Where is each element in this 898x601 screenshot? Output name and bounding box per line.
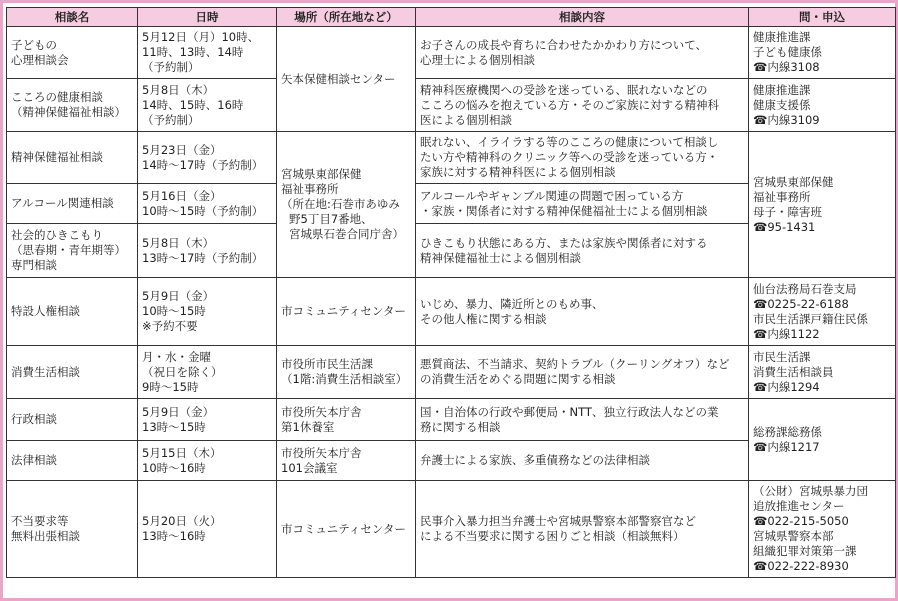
cell-contact: （公財）宮城県暴力団 追放推進センター ☎022-215-5050 宮城県警察本部 組織犯罪対策第一課 ☎022-222-8930 (749, 481, 896, 578)
table-row (7, 481, 896, 578)
cell-name: 社会的ひきこもり （思春期・青年期等） 専門相談 (7, 224, 138, 278)
cell-content: いじめ、暴力、隣近所とのもめ事、 その他人権に関する相談 (416, 278, 749, 346)
cell-place: 市役所矢本庁舎 101会議室 (277, 441, 416, 481)
cell-content: 眠れない、イライラする等のこころの健康について相談し たい方や精神科のクリニック等への受診を迷っている方・ 家族に対する精神科医による個別相談 (416, 132, 749, 184)
cell-content: 悪質商法、不当請求、契約トラブル（クーリングオフ）など の消費生活をめぐる問題に関する相談 (416, 346, 749, 399)
cell-contact: 健康推進課 健康支援係 ☎内線3109 (749, 79, 896, 132)
cell-datetime: 5月8日（木） 13時～17時（予約制） (138, 224, 277, 278)
header-place: 場所（所在地など） (277, 8, 416, 27)
table-row (7, 278, 896, 346)
cell-place: 市役所市民生活課 （1階:消費生活相談室） (277, 346, 416, 399)
cell-datetime: 5月8日（木） 14時、15時、16時 （予約制） (138, 79, 277, 132)
cell-place: 宮城県東部保健 福祉事務所 （所在地:石巻市あゆみ 野5丁目7番地、 宮城県石巻合同庁舎） (277, 132, 416, 278)
table-row (7, 79, 896, 132)
cell-contact: 健康推進課 子ども健康係 ☎内線3108 (749, 27, 896, 79)
header-datetime: 日時 (138, 8, 277, 27)
header-name: 相談名 (7, 8, 138, 27)
cell-datetime: 5月23日（金） 14時～17時（予約制） (138, 132, 277, 184)
cell-contact: 総務課総務係 ☎内線1217 (749, 399, 896, 481)
cell-datetime: 月・水・金曜 （祝日を除く） 9時～15時 (138, 346, 277, 399)
cell-place: 市役所矢本庁舎 第1休養室 (277, 399, 416, 441)
cell-name: 特設人権相談 (7, 278, 138, 346)
cell-datetime: 5月12日（月）10時、 11時、13時、14時 （予約制） (138, 27, 277, 79)
header-row (7, 8, 896, 27)
cell-contact: 宮城県東部保健 福祉事務所 母子・障害班 ☎95-1431 (749, 132, 896, 278)
cell-name: 行政相談 (7, 399, 138, 441)
cell-datetime: 5月9日（金） 10時～15時 ※予約不要 (138, 278, 277, 346)
cell-datetime: 5月15日（木） 10時～16時 (138, 441, 277, 481)
cell-place: 市コミュニティセンター (277, 481, 416, 578)
cell-contact: 仙台法務局石巻支局 ☎0225-22-6188 市民生活課戸籍住民係 ☎内線1122 (749, 278, 896, 346)
cell-name: 消費生活相談 (7, 346, 138, 399)
header-content: 相談内容 (416, 8, 749, 27)
cell-name: 法律相談 (7, 441, 138, 481)
cell-content: 国・自治体の行政や郵便局・NTT、独立行政法人などの業 務に関する相談 (416, 399, 749, 441)
table-row (7, 132, 896, 184)
consultation-table (6, 7, 896, 578)
cell-content: 弁護士による家族、多重債務などの法律相談 (416, 441, 749, 481)
cell-place: 市コミュニティセンター (277, 278, 416, 346)
cell-content: アルコールやギャンブル関連の問題で困っている方 ・家族・関係者に対する精神保健福祉士による個別相談 (416, 184, 749, 224)
cell-place: 矢本保健相談センター (277, 27, 416, 132)
cell-name: 不当要求等 無料出張相談 (7, 481, 138, 578)
cell-content: 精神科医療機関への受診を迷っている、眠れないなどの こころの悩みを抱えている方・そのご家族に対する精神科 医による個別相談 (416, 79, 749, 132)
cell-name: こころの健康相談 （精神保健福祉相談） (7, 79, 138, 132)
cell-datetime: 5月16日（金） 10時～15時（予約制） (138, 184, 277, 224)
cell-name: 精神保健福祉相談 (7, 132, 138, 184)
cell-datetime: 5月9日（金） 13時～15時 (138, 399, 277, 441)
cell-contact: 市民生活課 消費生活相談員 ☎内線1294 (749, 346, 896, 399)
cell-name: 子どもの 心理相談会 (7, 27, 138, 79)
table-row (7, 399, 896, 441)
header-contact: 問・申込 (749, 8, 896, 27)
cell-content: 民事介入暴力担当弁護士や宮城県警察本部警察官など による不当要求に関する困りごと相談（相談無料） (416, 481, 749, 578)
table-row (7, 346, 896, 399)
cell-name: アルコール関連相談 (7, 184, 138, 224)
cell-content: お子さんの成長や育ちに合わせたかかわり方について、 心理士による個別相談 (416, 27, 749, 79)
table-row (7, 27, 896, 79)
cell-content: ひきこもり状態にある方、または家族や関係者に対する 精神保健福祉士による個別相談 (416, 224, 749, 278)
cell-datetime: 5月20日（火） 13時～16時 (138, 481, 277, 578)
